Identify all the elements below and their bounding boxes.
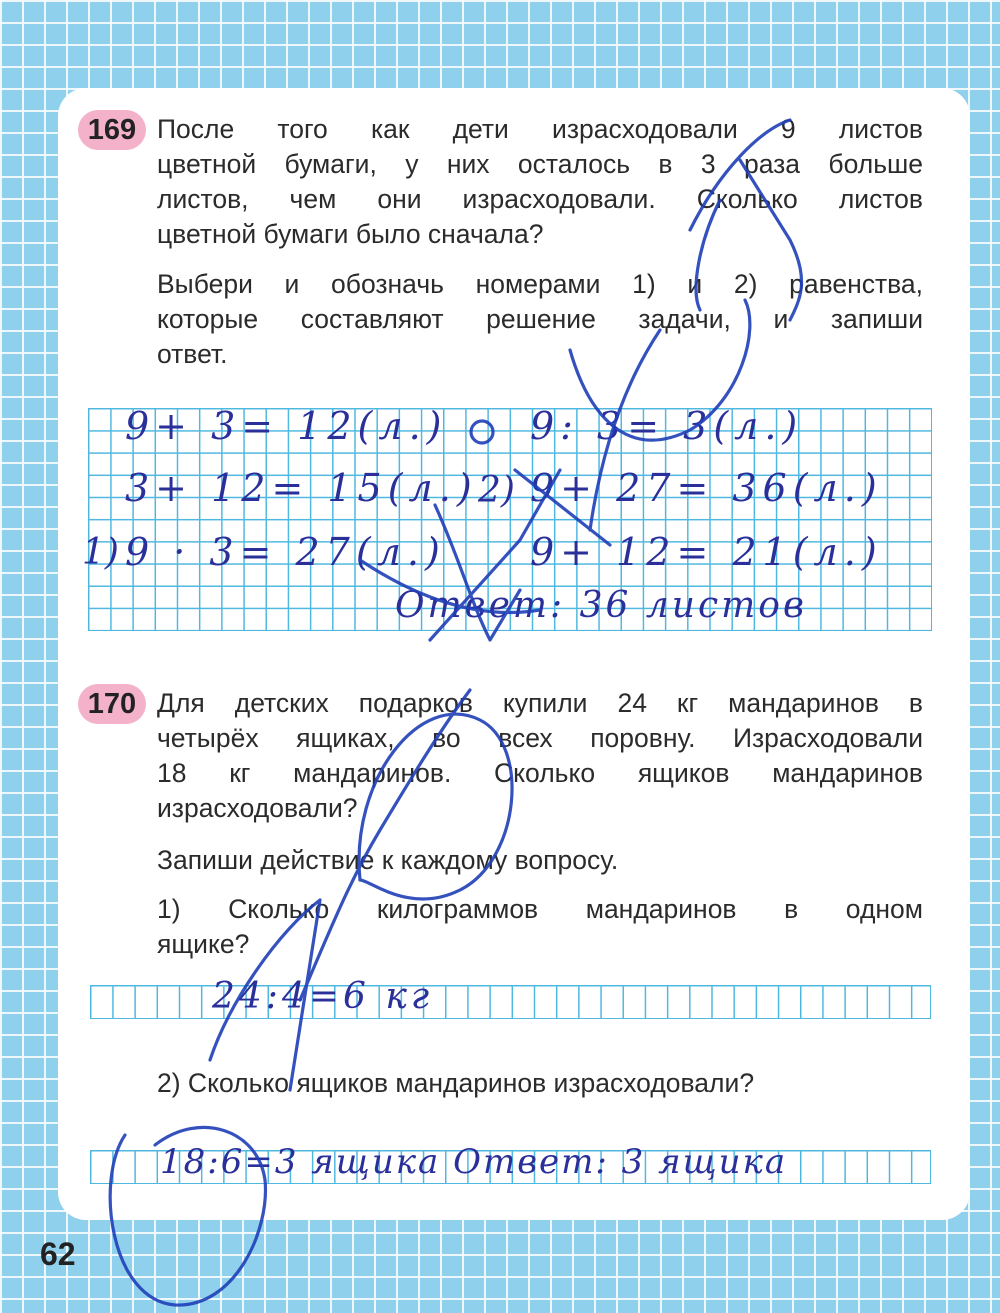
instruction-line: которые составляют решение задачи, и запиши [157, 304, 923, 334]
task-170-line: Для детских подарков купили 24 кг мандаринов в [157, 688, 923, 718]
task-170-instruction [157, 843, 923, 878]
equation-2: 3+ 12= 15(л.) [125, 466, 478, 510]
answer-1: 24:4=6 кг [212, 976, 434, 1017]
task-169-line: цветной бумаги, у них осталось в 3 раза больше [157, 149, 923, 179]
task-169-line: цветной бумаги было сначала? [157, 219, 544, 249]
answer-169: Ответ: 36 листов [395, 585, 807, 626]
instruction-line: Запиши действие к каждому вопросу. [157, 845, 619, 875]
task-170-line: четырёх ящиках, во всех поровну. Израсходовали [157, 723, 923, 753]
task-170-line: 18 кг мандаринов. Сколько ящиков мандаринов [157, 758, 923, 788]
task-number-170: 170 [78, 684, 146, 724]
task-170-text [157, 686, 923, 826]
question-2 [157, 1066, 923, 1101]
task-169-line: листов, чем они израсходовали. Сколько листов [157, 184, 923, 214]
equation-4: 9: 3= 3(л.) [530, 404, 804, 448]
question-2-line: 2) Сколько ящиков мандаринов израсходовали? [157, 1068, 755, 1098]
mark-1: 1) [82, 532, 119, 573]
question-1-line: ящике? [157, 929, 250, 959]
equation-5: 9+ 27= 36(л.) [530, 466, 883, 510]
equation-3: 9 · 3= 27(л.) [125, 530, 446, 574]
question-1-line: 1) Сколько килограммов мандаринов в одном [157, 894, 923, 924]
task-169-line: После того как дети израсходовали 9 листов [157, 114, 923, 144]
task-170-line: израсходовали? [157, 793, 358, 823]
equation-1: 9+ 3= 12(л.) [125, 404, 448, 448]
task-number-169: 169 [78, 110, 146, 150]
task-169-instruction [157, 267, 923, 372]
instruction-line: ответ. [157, 339, 228, 369]
equation-6: 9+ 12= 21(л.) [530, 530, 883, 574]
instruction-line: Выбери и обозначь номерами 1) и 2) равенства, [157, 269, 923, 299]
page-number: 62 [40, 1236, 76, 1272]
task-169-text [157, 112, 923, 252]
question-1 [157, 892, 923, 962]
mark-2: 2) [478, 470, 515, 511]
answer-2: 18:6=3 ящика Ответ: 3 ящика [160, 1142, 788, 1182]
workbook-sheet [58, 88, 970, 1220]
